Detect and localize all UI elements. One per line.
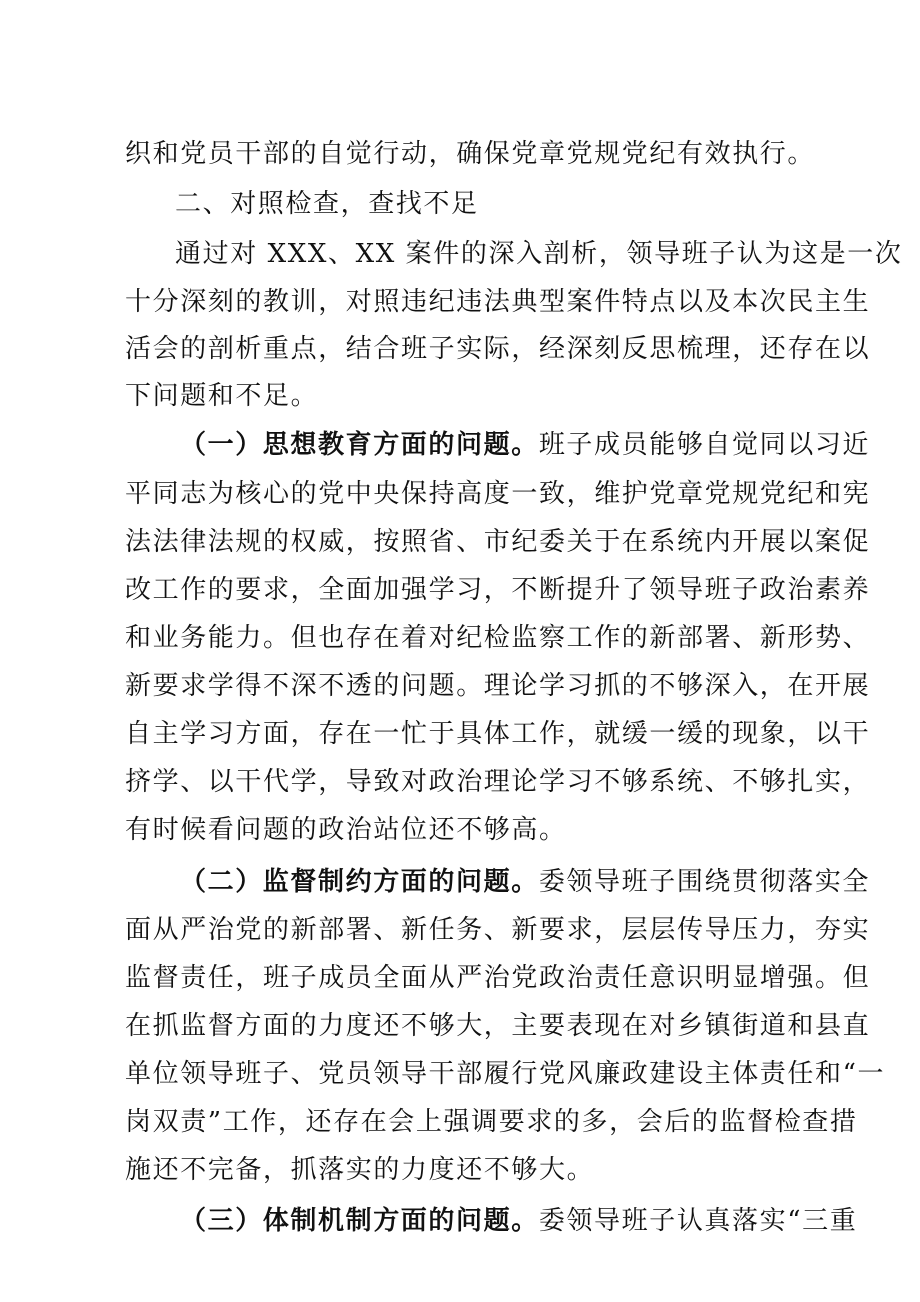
paragraph-line: 和业务能力。但也存在着对纪检监察工作的新部署、新形势、 xyxy=(125,623,871,653)
paragraph-line: 法法律法规的权威，按照省、市纪委关于在系统内开展以案促 xyxy=(125,527,871,557)
paragraph-line: （二）监督制约方面的问题。委领导班子围绕贯彻落实全 xyxy=(180,867,871,897)
section-heading: 二、对照检查，查找不足 xyxy=(175,189,479,219)
paragraph-line: 活会的剖析重点，结合班子实际，经深刻反思梳理，还存在以 xyxy=(125,334,871,364)
paragraph-line: 在抓监督方面的力度还不够大，主要表现在对乡镇街道和县直 xyxy=(125,1011,871,1041)
paragraph-line: 有时候看问题的政治站位还不够高。 xyxy=(125,815,567,845)
paragraph-line: 自主学习方面，存在一忙于具体工作，就缓一缓的现象，以干 xyxy=(125,719,871,749)
paragraph-line: 平同志为核心的党中央保持高度一致，维护党章党规党纪和宪 xyxy=(125,479,871,509)
paragraph-line: 单位领导班子、党员领导干部履行党风廉政建设主体责任和“一 xyxy=(125,1059,886,1089)
paragraph-line: 下问题和不足。 xyxy=(125,381,319,411)
paragraph-line: 十分深刻的教训，对照违纪违法典型案件特点以及本次民主生 xyxy=(125,287,871,317)
paragraph-line: 通过对 XXX、XX 案件的深入剖析，领导班子认为这是一次 xyxy=(175,239,903,269)
paragraph-line: 挤学、以干代学，导致对政治理论学习不够系统、不够扎实， xyxy=(125,767,871,797)
subsection-heading: （一）思想教育方面的问题。 xyxy=(180,430,539,460)
subsection-heading: （二）监督制约方面的问题。 xyxy=(180,867,539,897)
paragraph-line: （三）体制机制方面的问题。委领导班子认真落实“三重 xyxy=(180,1206,858,1236)
paragraph-line: 织和党员干部的自觉行动，确保党章党规党纪有效执行。 xyxy=(125,139,816,169)
paragraph-line: （一）思想教育方面的问题。班子成员能够自觉同以习近 xyxy=(180,430,871,460)
paragraph-line: 面从严治党的新部署、新任务、新要求，层层传导压力，夯实 xyxy=(125,915,871,945)
paragraph-line: 监督责任，班子成员全面从严治党政治责任意识明显增强。但 xyxy=(125,963,871,993)
paragraph-line: 施还不完备，抓落实的力度还不够大。 xyxy=(125,1155,595,1185)
subsection-heading: （三）体制机制方面的问题。 xyxy=(180,1206,539,1236)
paragraph-line: 新要求学得不深不透的问题。理论学习抓的不够深入，在开展 xyxy=(125,671,871,701)
paragraph-line: 改工作的要求，全面加强学习，不断提升了领导班子政治素养 xyxy=(125,575,871,605)
paragraph-line: 岗双责”工作，还存在会上强调要求的多，会后的监督检查措 xyxy=(125,1107,858,1137)
